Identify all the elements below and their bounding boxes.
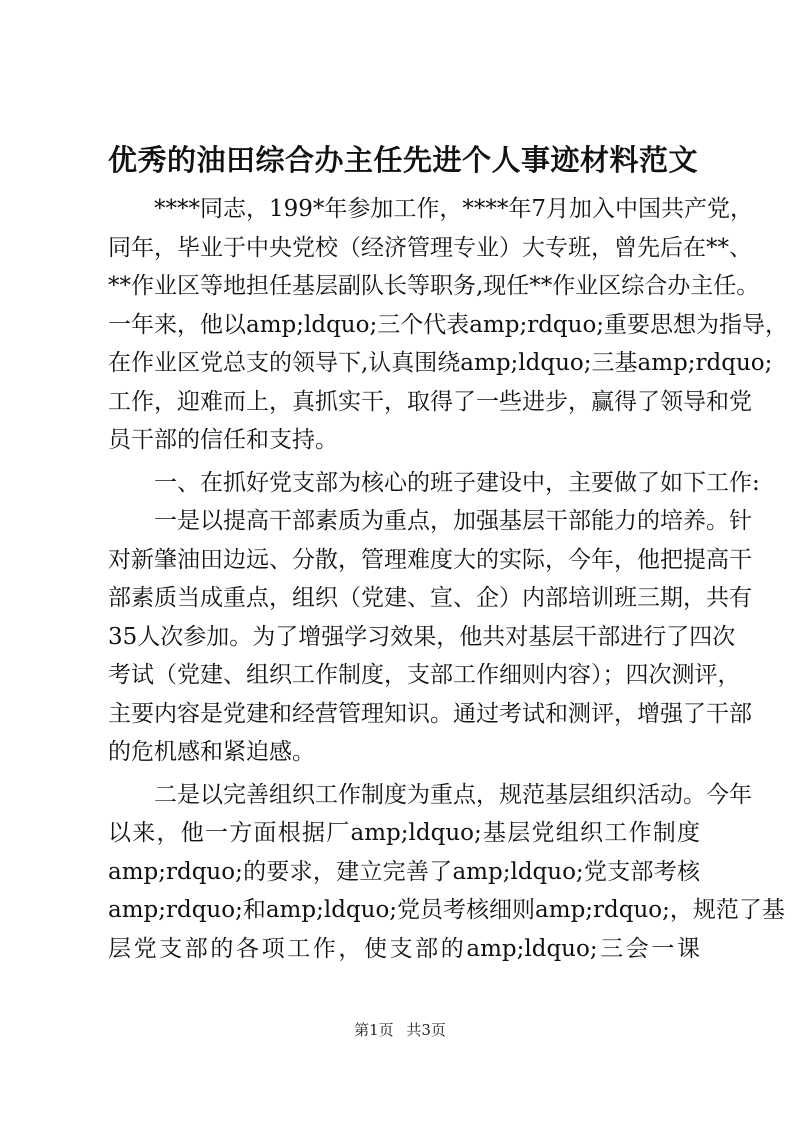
paragraph-1-line-3: **作业区等地担任基层副队长等职务,现任**作业区综合办主任。 xyxy=(108,273,760,299)
paragraph-4-line-5: 层党支部的各项工作，使支部的amp;ldquo;三会一课 xyxy=(108,935,700,962)
paragraph-1-line-4: 一年来，他以amp;ldquo;三个代表amp;rdquo;重要思想为指导， xyxy=(108,311,789,338)
paragraph-1-line-5: 在作业区党总支的领导下,认真围绕amp;ldquo;三基amp;rdquo; xyxy=(108,350,773,376)
paragraph-1-line-6: 工作，迎难而上，真抓实干，取得了一些进步，赢得了领导和党 xyxy=(108,388,752,415)
paragraph-4-line-1: 二是以完善组织工作制度为重点，规范基层组织活动。今年 xyxy=(154,781,752,808)
page-total: 共3页 xyxy=(406,1021,446,1039)
paragraph-1-line-2: 同年，毕业于中央党校（经济管理专业）大专班，曾先后在**、 xyxy=(108,234,752,261)
paragraph-1-line-7: 员干部的信任和支持。 xyxy=(108,427,338,453)
page-footer xyxy=(0,1020,800,1040)
paragraph-3-line-1: 一是以提高干部素质为重点，加强基层干部能力的培养。针 xyxy=(154,508,752,534)
paragraph-3-line-7: 的危机感和紧迫感。 xyxy=(108,739,315,765)
paragraph-4-line-3: amp;rdquo;的要求，建立完善了amp;ldquo;党支部考核 xyxy=(108,858,700,885)
paragraph-4-line-4: amp;rdquo;和amp;ldquo;党员考核细则amp;rdquo;，规范了基 xyxy=(108,897,785,923)
paragraph-3-line-5: 考试（党建、组织工作制度，支部工作细则内容）；四次测评， xyxy=(108,662,741,688)
paragraph-3-line-4: 35人次参加。为了增强学习效果，他共对基层干部进行了四次 xyxy=(108,623,736,650)
paragraph-4-line-2: 以来，他一方面根据厂amp;ldquo;基层党组织工作制度 xyxy=(108,820,700,846)
paragraph-2-line-1: 一、在抓好党支部为核心的班子建设中，主要做了如下工作: xyxy=(154,469,760,496)
paragraph-1-line-1: ****同志，199*年参加工作，****年7月加入中国共产党， xyxy=(154,196,754,222)
document-body xyxy=(108,190,789,968)
paragraph-3-line-2: 对新肇油田边远、分散，管理难度大的实际，今年，他把提高干 xyxy=(108,546,752,573)
page-title: 优秀的油田综合办主任先进个人事迹材料范文 xyxy=(108,143,699,177)
paragraph-3-line-6: 主要内容是党建和经营管理知识。通过考试和测评，增强了干部 xyxy=(108,700,752,727)
page-number: 第1页 xyxy=(354,1021,394,1039)
paragraph-3-line-3: 部素质当成重点，组织（党建、宣、企）内部培训班三期，共有 xyxy=(108,585,752,611)
